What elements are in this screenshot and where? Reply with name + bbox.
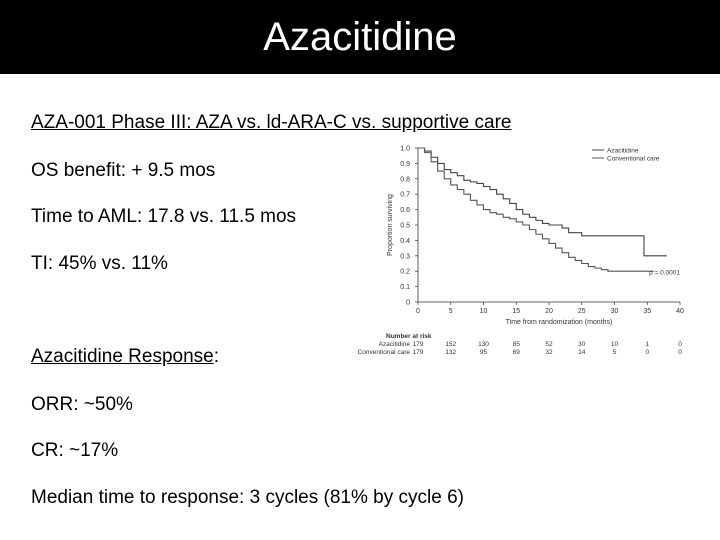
x-tick-label: 35 <box>643 308 652 315</box>
y-tick-label: 0.9 <box>400 160 410 168</box>
x-tick-label: 10 <box>479 308 488 315</box>
y-tick-label: 0.3 <box>400 253 410 261</box>
x-tick-label: 0 <box>416 308 420 315</box>
risk-value: 5 <box>612 349 617 356</box>
x-tick-label: 40 <box>676 308 684 315</box>
risk-value: 10 <box>610 341 619 348</box>
risk-value: 152 <box>445 341 457 348</box>
risk-value: 179 <box>412 341 424 348</box>
cr-line: CR: ~17% <box>31 440 119 461</box>
risk-row-label: Conventional care <box>357 349 410 356</box>
y-tick-label: 0.5 <box>400 222 410 230</box>
p-value-annotation: p = 0.0001 <box>649 269 680 277</box>
os-benefit-line: OS benefit: + 9.5 mos <box>31 160 216 181</box>
slide-title: Azacitidine <box>0 0 720 74</box>
x-tick-label: 5 <box>448 308 453 315</box>
response-heading <box>31 346 219 368</box>
legend-label: Conventional care <box>607 155 660 163</box>
risk-value: 0 <box>678 341 682 348</box>
risk-row-label: Azacitidine <box>378 341 410 348</box>
legend-label: Azacitidine <box>607 147 639 155</box>
orr-line: ORR: ~50% <box>31 394 133 415</box>
risk-value: 30 <box>578 341 586 348</box>
risk-value: 0 <box>645 349 650 356</box>
risk-value: 0 <box>678 349 682 356</box>
ti-line: TI: 45% vs. 11% <box>31 253 168 274</box>
risk-value: 132 <box>445 349 457 356</box>
y-tick-label: 0.2 <box>400 268 410 276</box>
x-tick-label: 15 <box>512 308 521 315</box>
risk-value: 130 <box>478 341 489 348</box>
y-tick-label: 0.4 <box>400 237 410 245</box>
x-tick-label: 30 <box>610 308 619 315</box>
y-tick-label: 0.6 <box>400 207 410 215</box>
y-tick-label: 1.0 <box>400 145 410 153</box>
survival-chart <box>330 136 690 366</box>
response-heading-colon: : <box>213 346 219 367</box>
x-axis-label: Time from randomization (months) <box>505 319 613 326</box>
trial-line: AZA-001 Phase III: AZA vs. ld-ARA-C vs. supportive care <box>31 112 512 133</box>
risk-value: 1 <box>645 341 650 348</box>
x-tick-label: 20 <box>545 308 553 315</box>
risk-value: 14 <box>578 349 586 356</box>
risk-value: 179 <box>412 349 424 356</box>
median-response-line: Median time to response: 3 cycles (81% by cycle 6) <box>31 487 464 508</box>
number-at-risk-header: Number at risk <box>386 333 432 340</box>
y-tick-label: 0.1 <box>400 284 410 292</box>
y-tick-label: 0 <box>406 299 410 307</box>
risk-value: 95 <box>479 349 488 356</box>
risk-value: 52 <box>545 341 553 348</box>
y-tick-label: 0.7 <box>400 191 410 199</box>
time-to-aml-line: Time to AML: 17.8 vs. 11.5 mos <box>31 206 297 227</box>
risk-value: 69 <box>512 349 520 356</box>
series-line-azacitidine <box>418 148 667 256</box>
y-axis-label: Proportion surviving <box>387 194 394 256</box>
y-tick-label: 0.8 <box>400 176 410 184</box>
risk-value: 85 <box>512 341 520 348</box>
series-line-conventional-care <box>418 148 654 271</box>
risk-value: 32 <box>545 349 553 356</box>
response-heading-text: Azacitidine Response <box>31 346 214 367</box>
x-tick-label: 25 <box>577 308 586 315</box>
